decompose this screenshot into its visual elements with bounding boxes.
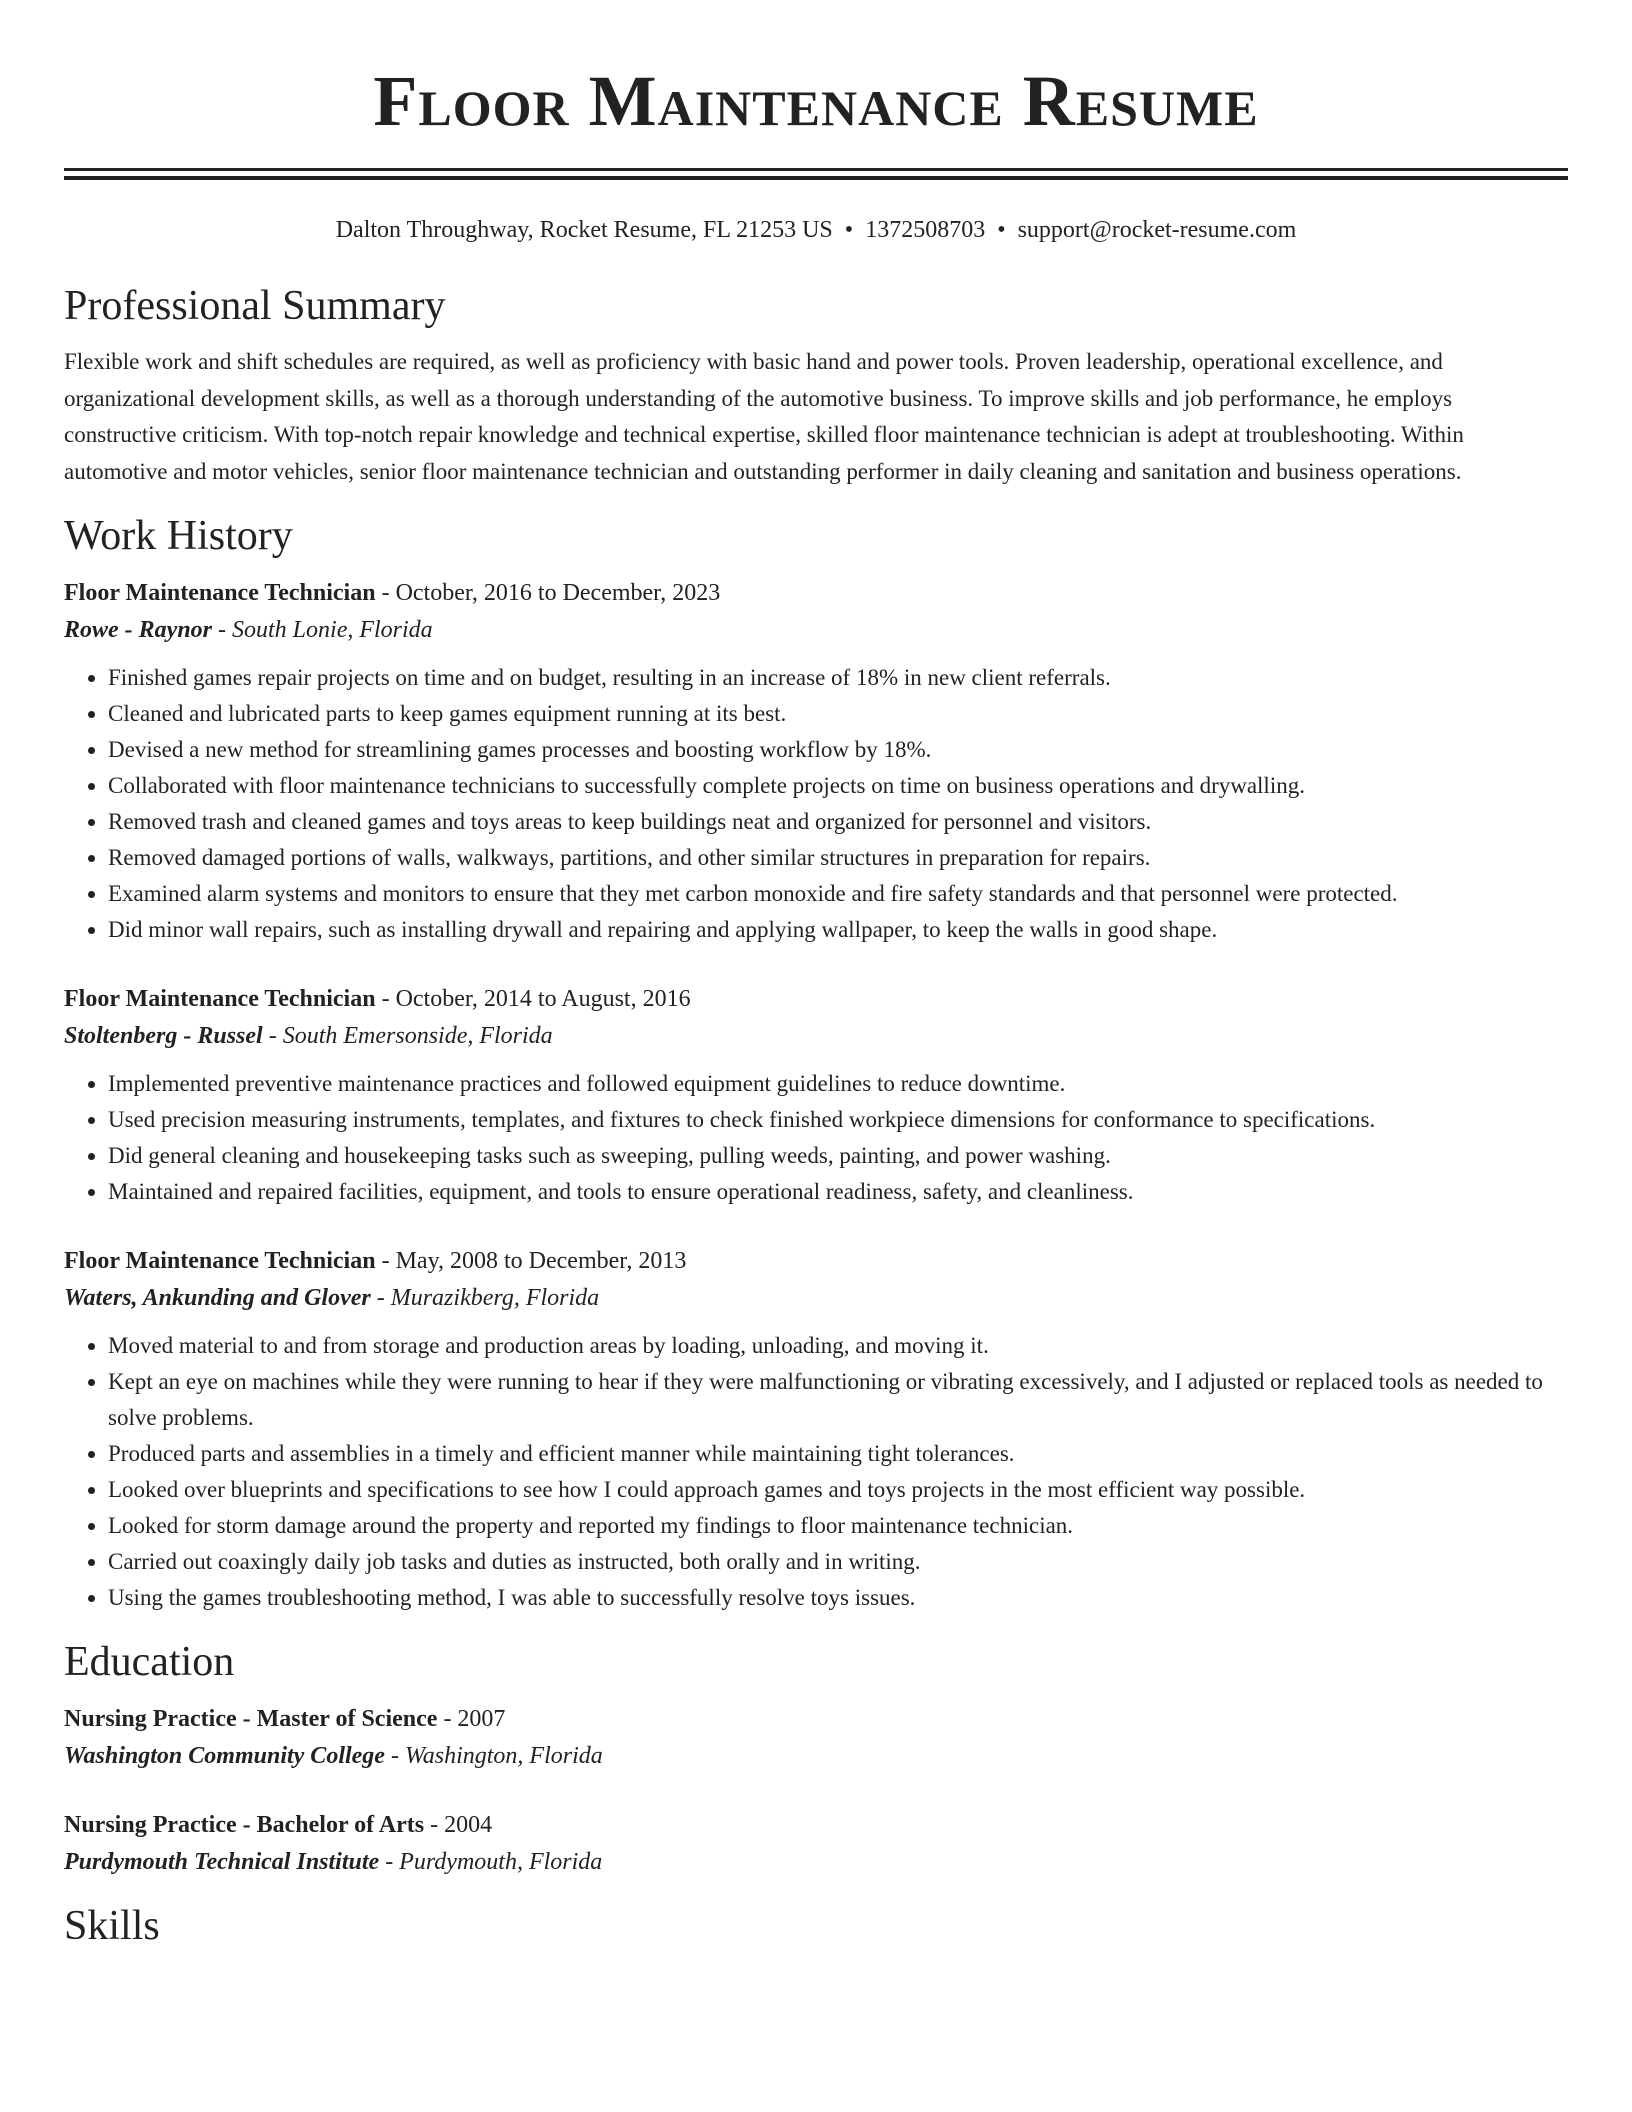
education-heading: Education	[64, 1639, 235, 1685]
job-company-line	[64, 1018, 1568, 1054]
list-item: • Produced parts and assemblies in a timely and efficient manner while maintaining tight tolerances.	[108, 1436, 1568, 1472]
list-item: • Implemented preventive maintenance practices and followed equipment guidelines to reduce downtime.	[108, 1066, 1568, 1102]
contact-separator: •	[997, 217, 1006, 243]
list-item: • Kept an eye on machines while they were running to hear if they were malfunctioning or vibrating excessively, and I adjusted or replaced tools as needed to solve problems.	[108, 1364, 1568, 1436]
education-degree: Nursing Practice - Bachelor of Arts	[64, 1812, 425, 1838]
education-entry	[64, 1808, 1568, 1880]
contact-separator: •	[844, 217, 854, 243]
job-entry	[64, 982, 1568, 1210]
education-header	[64, 1702, 1568, 1736]
education-header	[64, 1808, 1568, 1842]
list-item: • Looked for storm damage around the property and reported my findings to floor maintenance technician.	[108, 1508, 1568, 1544]
education-year: - 2004	[424, 1812, 493, 1838]
title-divider	[64, 168, 1568, 180]
job-company: Rowe - Raynor	[64, 617, 213, 643]
list-item: • Looked over blueprints and specifications to see how I could approach games and toys projects in the most efficient way possible.	[108, 1472, 1568, 1508]
job-title: Floor Maintenance Technician	[64, 1248, 376, 1274]
job-header	[64, 982, 1568, 1016]
list-item: • Moved material to and from storage and production areas by loading, unloading, and moving it.	[108, 1328, 1568, 1364]
education-school-line	[64, 1738, 1568, 1774]
list-item: • Used precision measuring instruments, templates, and fixtures to check finished workpiece dimensions for conformance to specifications.	[108, 1102, 1568, 1138]
job-company-line	[64, 612, 1568, 648]
summary-text: Flexible work and shift schedules are required, as well as proficiency with basic hand and power tools. Proven leadership, operational excellence, and organizational development skills, as well as a thorough understanding of the automotive business. To improve skills and job performance, he employs constructive criticism. With top-notch repair knowledge and technical expertise, skilled floor maintenance technician is adept at troubleshooting. Within automotive and motor vehicles, senior floor maintenance technician and outstanding performer in daily cleaning and sanitation and business operations.	[64, 349, 1464, 484]
job-bullet-list	[64, 1328, 1568, 1616]
job-header	[64, 1244, 1568, 1278]
list-item: • Cleaned and lubricated parts to keep games equipment running at its best.	[108, 696, 1568, 732]
list-item: • Examined alarm systems and monitors to ensure that they met carbon monoxide and fire safety standards and that personnel were protected.	[108, 876, 1568, 912]
job-entry	[64, 576, 1568, 948]
resume-title: Floor Maintenance Resume	[373, 61, 1259, 141]
job-company: Waters, Ankunding and Glover	[64, 1285, 371, 1311]
education-year: - 2007	[437, 1706, 506, 1732]
education-location: - Purdymouth, Florida	[379, 1849, 603, 1875]
job-dates: - October, 2014 to August, 2016	[375, 986, 691, 1012]
contact-phone: 1372508703	[865, 217, 986, 243]
job-dates: - May, 2008 to December, 2013	[375, 1248, 687, 1274]
education-location: - Washington, Florida	[384, 1743, 603, 1769]
contact-line	[64, 214, 1568, 246]
job-company: Stoltenberg - Russel	[64, 1023, 263, 1049]
education-school-line	[64, 1844, 1568, 1880]
job-location: - South Lonie, Florida	[212, 617, 433, 643]
education-degree: Nursing Practice - Master of Science	[64, 1706, 438, 1732]
education-entry	[64, 1702, 1568, 1774]
education-school: Washington Community College	[64, 1743, 385, 1769]
job-location: - Murazikberg, Florida	[370, 1285, 600, 1311]
job-entry	[64, 1244, 1568, 1616]
list-item: • Finished games repair projects on time and on budget, resulting in an increase of 18% in new client referrals.	[108, 660, 1568, 696]
job-company-line	[64, 1280, 1568, 1316]
list-item: • Removed damaged portions of walls, walkways, partitions, and other similar structures in preparation for repairs.	[108, 840, 1568, 876]
list-item: • Did general cleaning and housekeeping tasks such as sweeping, pulling weeds, painting, and power washing.	[108, 1138, 1568, 1174]
work-history-heading: Work History	[64, 513, 293, 559]
list-item: • Removed trash and cleaned games and toys areas to keep buildings neat and organized for personnel and visitors.	[108, 804, 1568, 840]
list-item: • Carried out coaxingly daily job tasks and duties as instructed, both orally and in writing.	[108, 1544, 1568, 1580]
list-item: • Using the games troubleshooting method, I was able to successfully resolve toys issues.	[108, 1580, 1568, 1616]
contact-email: support@rocket-resume.com	[1017, 217, 1297, 243]
job-title: Floor Maintenance Technician	[64, 986, 376, 1012]
list-item: • Maintained and repaired facilities, equipment, and tools to ensure operational readiness, safety, and cleanliness.	[108, 1174, 1568, 1210]
job-location: - South Emersonside, Florida	[262, 1023, 553, 1049]
list-item: • Did minor wall repairs, such as installing drywall and repairing and applying wallpaper, to keep the walls in good shape.	[108, 912, 1568, 948]
job-header	[64, 576, 1568, 610]
list-item: • Collaborated with floor maintenance technicians to successfully complete projects on time on business operations and drywalling.	[108, 768, 1568, 804]
job-bullet-list	[64, 660, 1568, 948]
job-title: Floor Maintenance Technician	[64, 580, 376, 606]
list-item: • Devised a new method for streamlining games processes and boosting workflow by 18%.	[108, 732, 1568, 768]
education-school: Purdymouth Technical Institute	[64, 1849, 380, 1875]
summary-heading: Professional Summary	[64, 283, 446, 329]
job-bullet-list	[64, 1066, 1568, 1210]
contact-address: Dalton Throughway, Rocket Resume, FL 21253 US	[335, 217, 833, 243]
job-dates: - October, 2016 to December, 2023	[375, 580, 721, 606]
skills-heading: Skills	[64, 1903, 160, 1949]
